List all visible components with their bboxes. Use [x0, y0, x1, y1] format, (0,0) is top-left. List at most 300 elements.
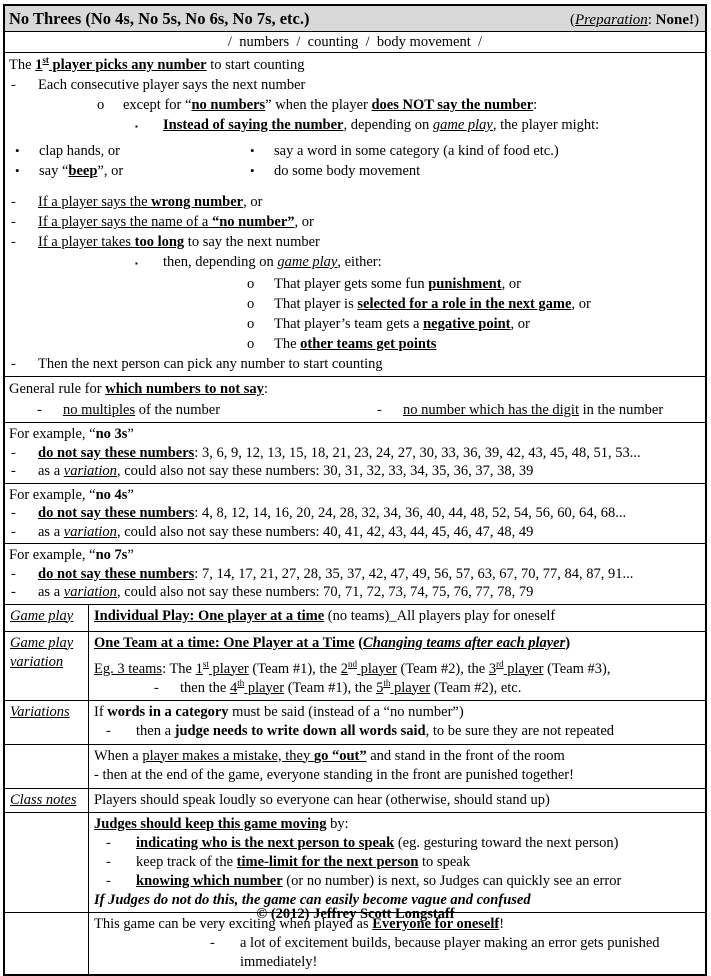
text-segment: too long [134, 234, 185, 250]
text-segment: except for “ [123, 97, 192, 113]
line-text [9, 55, 701, 75]
text-segment: th [383, 677, 391, 688]
dash-bullet: - [154, 679, 159, 696]
gameplay-variation-row [5, 631, 705, 700]
text-segment: , or [243, 194, 263, 210]
text-segment: do not say these numbers [38, 444, 195, 461]
line-text [63, 400, 347, 420]
rules-section [5, 52, 705, 376]
text-segment: indicating who is the next person to speak [136, 834, 395, 851]
text-segment: do some body movement [274, 163, 421, 179]
line-text [38, 192, 701, 212]
text-segment: no number which has the digit [403, 402, 579, 418]
text-segment: 4 [229, 679, 238, 696]
text-segment: Individual Play: One player at a time [94, 607, 325, 624]
text-segment: Variations [10, 703, 70, 720]
text-line [135, 115, 701, 137]
text-segment: Each consecutive player says the next number [38, 77, 306, 93]
text-segment: : 7, 14, 17, 21, 27, 28, 35, 37, 42, 47, 49, 56, 57, 63, 67, 70, 77, 84, 87, 91... [194, 565, 634, 582]
text-segment: General rule for [9, 381, 106, 397]
text-segment: , to be sure they are not repeated [425, 722, 615, 739]
text-line [94, 766, 701, 785]
text-segment: , the player might: [492, 117, 600, 133]
text-line [10, 634, 87, 653]
text-line [94, 660, 701, 679]
text-segment: rd [496, 658, 504, 669]
text-segment: If a player takes [38, 234, 135, 250]
circle-bullet: o [247, 336, 255, 352]
row-content-cell [89, 789, 705, 812]
text-line [247, 314, 701, 334]
text-segment: then, depending on [163, 254, 278, 270]
row-content-cell [89, 605, 705, 631]
line-text [10, 634, 87, 653]
general-rule-left [7, 400, 347, 420]
text-segment: and stand in the front of the room [366, 747, 565, 764]
line-text [38, 444, 701, 463]
text-segment: selected for a role in the next game [357, 296, 572, 312]
text-segment: do not say these numbers [38, 565, 195, 582]
line-text [136, 872, 701, 891]
text-segment: (Team #1), the [248, 660, 341, 677]
class-notes-row [5, 788, 705, 812]
text-segment: player [208, 660, 249, 677]
square-bullet: ▪ [135, 259, 138, 268]
text-line [11, 462, 701, 481]
text-line [11, 192, 701, 212]
row-content-cell [89, 813, 705, 912]
text-segment: (Team #2), the [396, 660, 489, 677]
judges-notes-row [5, 812, 705, 912]
text-segment: That player is [274, 296, 358, 312]
text-segment: keep track of the [136, 853, 237, 870]
text-line [9, 546, 701, 565]
text-segment: Instead of saying the number [163, 117, 344, 133]
disc-bullet: • [250, 143, 255, 158]
text-line [106, 853, 701, 872]
text-segment: in the number [578, 402, 664, 418]
text-segment: time-limit for the next person [236, 853, 419, 870]
text-segment: Then the next person can pick any number to start counting [38, 356, 383, 372]
text-segment: , or [294, 214, 314, 230]
text-line [154, 679, 701, 698]
text-line [247, 334, 701, 354]
rules-error-lines [7, 192, 701, 374]
dash-bullet: - [11, 523, 16, 540]
text-segment: ( [569, 12, 575, 28]
text-segment: ” when the player [265, 97, 372, 113]
text-segment: variation [10, 653, 64, 670]
line-text [9, 425, 701, 444]
text-segment: Game play [10, 634, 74, 651]
mistake-rule-row [5, 744, 705, 788]
text-segment: - then at the end of the game, everyone standing in the front are punished together! [94, 766, 574, 783]
dash-bullet: - [11, 214, 16, 230]
text-line [10, 607, 87, 626]
text-line [210, 934, 701, 972]
circle-bullet: o [247, 296, 255, 312]
dash-bullet: - [106, 834, 111, 851]
text-segment: Players should speak loudly so everyone can hear (otherwise, should stand up) [94, 791, 550, 808]
text-segment: (no teams)_All players play for oneself [324, 607, 556, 624]
text-line [94, 815, 701, 834]
text-segment: to say the next number [184, 234, 320, 250]
text-segment: , depending on [343, 117, 433, 133]
copyright-footer: © (2012) Jeffrey Scott Longstaff [256, 906, 455, 922]
text-segment: For example, “ [9, 547, 96, 563]
dash-bullet: - [11, 463, 16, 479]
text-segment: : [263, 381, 268, 397]
text-segment: as a [38, 584, 64, 600]
text-line [135, 252, 701, 274]
line-text [10, 653, 87, 672]
text-segment: no multiples [63, 402, 136, 418]
gameplay-row [5, 604, 705, 631]
line-text [274, 141, 701, 161]
text-segment: : [533, 97, 538, 113]
text-segment: , could also not say these numbers: 40, 41, 42, 43, 44, 45, 46, 47, 48, 49 [116, 523, 534, 540]
text-segment: player [390, 679, 431, 696]
text-segment: player [503, 660, 544, 677]
text-segment: player [244, 679, 285, 696]
text-segment: ” [127, 547, 134, 563]
text-segment: variation [63, 584, 117, 600]
text-segment: wrong number [151, 194, 244, 210]
title-bar [5, 6, 705, 31]
line-text [163, 115, 701, 135]
row-content-cell [89, 701, 705, 744]
options-right-column [242, 141, 701, 181]
text-segment: must be said (instead of a “no number”) [228, 703, 464, 720]
text-segment: which numbers to not say [105, 381, 264, 397]
line-text [10, 791, 87, 810]
document-table [3, 4, 707, 976]
text-segment: of the number [135, 402, 221, 418]
text-segment: negative point [423, 316, 511, 332]
text-line [15, 161, 242, 181]
text-segment: words in a category [107, 703, 229, 720]
dash-bullet: - [11, 505, 16, 521]
text-segment: variation [63, 463, 117, 479]
line-text [94, 703, 701, 722]
line-text [38, 462, 701, 481]
text-segment: st [42, 55, 49, 66]
text-line [11, 504, 701, 523]
text-segment: , could also not say these numbers: 70, 71, 72, 73, 74, 75, 76, 77, 78, 79 [116, 584, 534, 600]
text-segment: say a word in some category (a kind of food etc.) [274, 143, 559, 159]
line-text [274, 294, 701, 314]
text-segment: If a player says the [38, 194, 152, 210]
text-segment: , either: [337, 254, 382, 270]
text-segment: go “out” [313, 747, 367, 764]
text-segment: to speak [418, 853, 470, 870]
line-text [10, 607, 87, 626]
text-segment: no 3s [95, 426, 128, 442]
text-line [9, 486, 701, 505]
text-line [9, 425, 701, 444]
preparation-note [570, 12, 699, 29]
text-line [11, 583, 701, 602]
text-segment: One Team at a time: One Player at a Time [94, 634, 355, 651]
text-segment: If [94, 703, 108, 720]
text-line [10, 653, 87, 672]
rules-intro-lines [7, 55, 701, 137]
text-segment: That player’s team gets a [274, 316, 424, 332]
text-segment: Game play [10, 607, 74, 624]
general-rule-heading [7, 379, 701, 399]
text-segment: 1 [35, 57, 43, 73]
text-line [250, 141, 701, 161]
text-segment: 5 [376, 679, 384, 696]
line-text [94, 747, 701, 766]
row-label-cell [5, 632, 89, 700]
text-segment: clap hands, or [39, 143, 120, 159]
text-segment: For example, “ [9, 486, 96, 503]
line-text [403, 400, 701, 420]
text-line [11, 354, 701, 374]
text-line [11, 565, 701, 584]
text-segment: Everyone for oneself [372, 915, 500, 932]
dash-bullet: - [37, 402, 42, 418]
line-text [94, 791, 701, 810]
line-text [39, 141, 242, 161]
line-text [38, 523, 701, 542]
line-text [163, 252, 701, 272]
line-text [274, 161, 701, 181]
text-segment: Changing teams after each player [363, 634, 566, 651]
text-segment: other teams get points [300, 336, 437, 352]
text-segment: ” [127, 486, 134, 503]
line-text [136, 722, 701, 741]
text-segment: ) [694, 12, 699, 28]
line-text [123, 95, 701, 115]
text-segment: no 4s [95, 486, 128, 503]
text-line [9, 379, 701, 399]
text-segment: That player gets some fun [274, 276, 429, 292]
row-content-cell [89, 745, 705, 788]
dash-bullet: - [377, 402, 382, 418]
text-segment: as a [38, 463, 64, 479]
text-line [106, 872, 701, 891]
example-no-4s-section [5, 483, 705, 544]
text-line [106, 722, 701, 741]
text-segment: by: [326, 815, 349, 832]
text-segment: : 4, 8, 12, 14, 16, 20, 24, 28, 32, 34, 36, 40, 44, 48, 52, 54, 56, 60, 64, 68... [194, 505, 627, 521]
text-line [106, 834, 701, 853]
line-text [136, 834, 701, 853]
text-segment: player [357, 660, 397, 677]
circle-bullet: o [97, 97, 105, 113]
text-line [94, 607, 701, 626]
line-text [9, 379, 701, 399]
text-segment: say “ [39, 163, 69, 179]
dash-bullet: - [210, 934, 215, 951]
text-segment: (Team #2), etc. [430, 679, 522, 696]
line-text [240, 934, 701, 972]
dash-bullet: - [106, 853, 111, 870]
text-segment: game play [432, 117, 493, 133]
text-segment: th [237, 677, 245, 688]
text-line [11, 523, 701, 542]
text-segment: The [9, 57, 36, 73]
line-text [274, 314, 701, 334]
text-segment: “no number” [211, 214, 295, 230]
text-segment: If a player says the name of a [38, 214, 212, 230]
text-line [37, 400, 347, 420]
text-segment: Class notes [10, 791, 77, 808]
text-line [94, 703, 701, 722]
line-text [9, 486, 701, 505]
text-line [94, 747, 701, 766]
circle-bullet: o [247, 276, 255, 292]
text-segment: Judges should keep this game moving [94, 815, 327, 832]
text-segment: player picks any number [48, 57, 207, 73]
dash-bullet: - [106, 872, 111, 889]
line-text [9, 546, 701, 565]
text-segment: do not say these numbers [38, 505, 195, 521]
line-text [38, 504, 701, 523]
text-segment: 1 [195, 660, 203, 677]
text-segment: ) [565, 634, 571, 651]
text-segment: , could also not say these numbers: 30, 31, 32, 33, 34, 35, 36, 37, 38, 39 [116, 463, 534, 479]
row-label-cell [5, 605, 89, 631]
text-segment: , or [501, 276, 521, 292]
line-text [38, 354, 701, 374]
text-line [11, 444, 701, 463]
line-text [38, 232, 701, 252]
row-label-cell [5, 745, 89, 788]
text-segment: (Team #3), [543, 660, 611, 677]
text-segment: : The [162, 660, 196, 677]
dash-bullet: - [11, 77, 16, 93]
text-segment: then the [180, 679, 230, 696]
line-text [94, 815, 701, 834]
options-left-column [7, 141, 242, 181]
no-number-options [7, 141, 701, 181]
line-text [10, 703, 87, 722]
dash-bullet: - [11, 584, 16, 600]
text-segment: : 3, 6, 9, 12, 13, 15, 18, 21, 23, 24, 27, 30, 33, 36, 39, 42, 43, 45, 48, 51, 53... [194, 444, 641, 461]
dash-bullet: - [11, 565, 16, 582]
row-label-cell [5, 813, 89, 912]
text-segment: ( [354, 634, 364, 651]
text-segment: When a [94, 747, 143, 764]
text-line [247, 294, 701, 314]
text-segment: (eg. gesturing toward the next person) [394, 834, 619, 851]
dash-bullet: - [11, 194, 16, 210]
text-segment: ” [127, 426, 134, 442]
text-segment: does NOT say the number [371, 97, 534, 113]
row-label-cell [5, 701, 89, 744]
text-line [10, 703, 87, 722]
page-title: No Threes (No 4s, No 5s, No 6s, No 7s, etc.) [9, 9, 310, 28]
dash-bullet: - [106, 722, 111, 739]
general-rule-section [5, 376, 705, 422]
text-segment: then a [136, 722, 175, 739]
text-segment: beep [68, 163, 98, 179]
text-line [97, 95, 701, 115]
text-segment: If Judges do not do this, the game can easily become vague and confused [94, 891, 531, 908]
example-no-7s-section [5, 543, 705, 604]
text-segment: 3 [488, 660, 497, 677]
text-segment: no 7s [95, 547, 128, 563]
square-bullet: ▪ [135, 122, 138, 131]
text-segment: This game can be very exciting when played as [94, 915, 373, 932]
example-no-3s-section [5, 422, 705, 483]
text-line [94, 634, 701, 653]
text-segment: For example, “ [9, 426, 96, 442]
line-text [180, 679, 701, 698]
text-segment: 2 [340, 660, 348, 677]
disc-bullet: • [250, 163, 255, 178]
text-segment: : [647, 12, 656, 28]
text-segment: st [202, 658, 209, 669]
text-segment: nd [348, 658, 357, 669]
text-segment: a lot of excitement builds, because player making an error gets punished immediately! [240, 934, 660, 970]
disc-bullet: • [15, 143, 20, 158]
line-text [38, 583, 701, 602]
dash-bullet: - [11, 234, 16, 250]
line-text [38, 212, 701, 232]
text-segment: ! [499, 915, 505, 932]
general-rule-right [347, 400, 701, 420]
text-segment: ”, or [97, 163, 124, 179]
text-segment: game play [277, 254, 338, 270]
text-segment: variation [63, 523, 117, 540]
text-line [94, 791, 701, 810]
text-segment: to start counting [206, 57, 305, 73]
row-content-cell [89, 632, 705, 700]
line-text [136, 853, 701, 872]
text-segment: no numbers [191, 97, 266, 113]
text-line [15, 141, 242, 161]
text-segment: None! [655, 12, 694, 28]
line-text [94, 766, 701, 785]
line-text [38, 75, 701, 95]
text-segment: judge needs to write down all words said [174, 722, 426, 739]
text-line [247, 274, 701, 294]
text-line [11, 75, 701, 95]
text-line [11, 212, 701, 232]
text-segment: , or [571, 296, 591, 312]
text-segment: Eg. 3 teams [94, 660, 163, 677]
line-text [94, 634, 701, 653]
dash-bullet: - [11, 356, 16, 372]
text-segment: punishment [428, 276, 502, 292]
line-text [94, 660, 701, 679]
general-rule-columns [7, 400, 701, 420]
text-segment: as a [38, 523, 64, 540]
text-segment: knowing which number [136, 872, 283, 889]
text-line [250, 161, 701, 181]
dash-bullet: - [11, 444, 16, 461]
variations-row [5, 700, 705, 744]
text-line [9, 55, 701, 75]
text-segment: Preparation [574, 12, 648, 28]
text-segment: The [274, 336, 301, 352]
circle-bullet: o [247, 316, 255, 332]
text-line [11, 232, 701, 252]
text-segment: (Team #1), the [284, 679, 377, 696]
category-tags: / numbers / counting / body movement / [5, 31, 705, 52]
line-text [274, 274, 701, 294]
row-label-cell [5, 789, 89, 812]
disc-bullet: • [15, 163, 20, 178]
line-text [94, 607, 701, 626]
text-segment: (or no number) is next, so Judges can quickly see an error [282, 872, 622, 889]
text-line [377, 400, 701, 420]
text-line [10, 791, 87, 810]
